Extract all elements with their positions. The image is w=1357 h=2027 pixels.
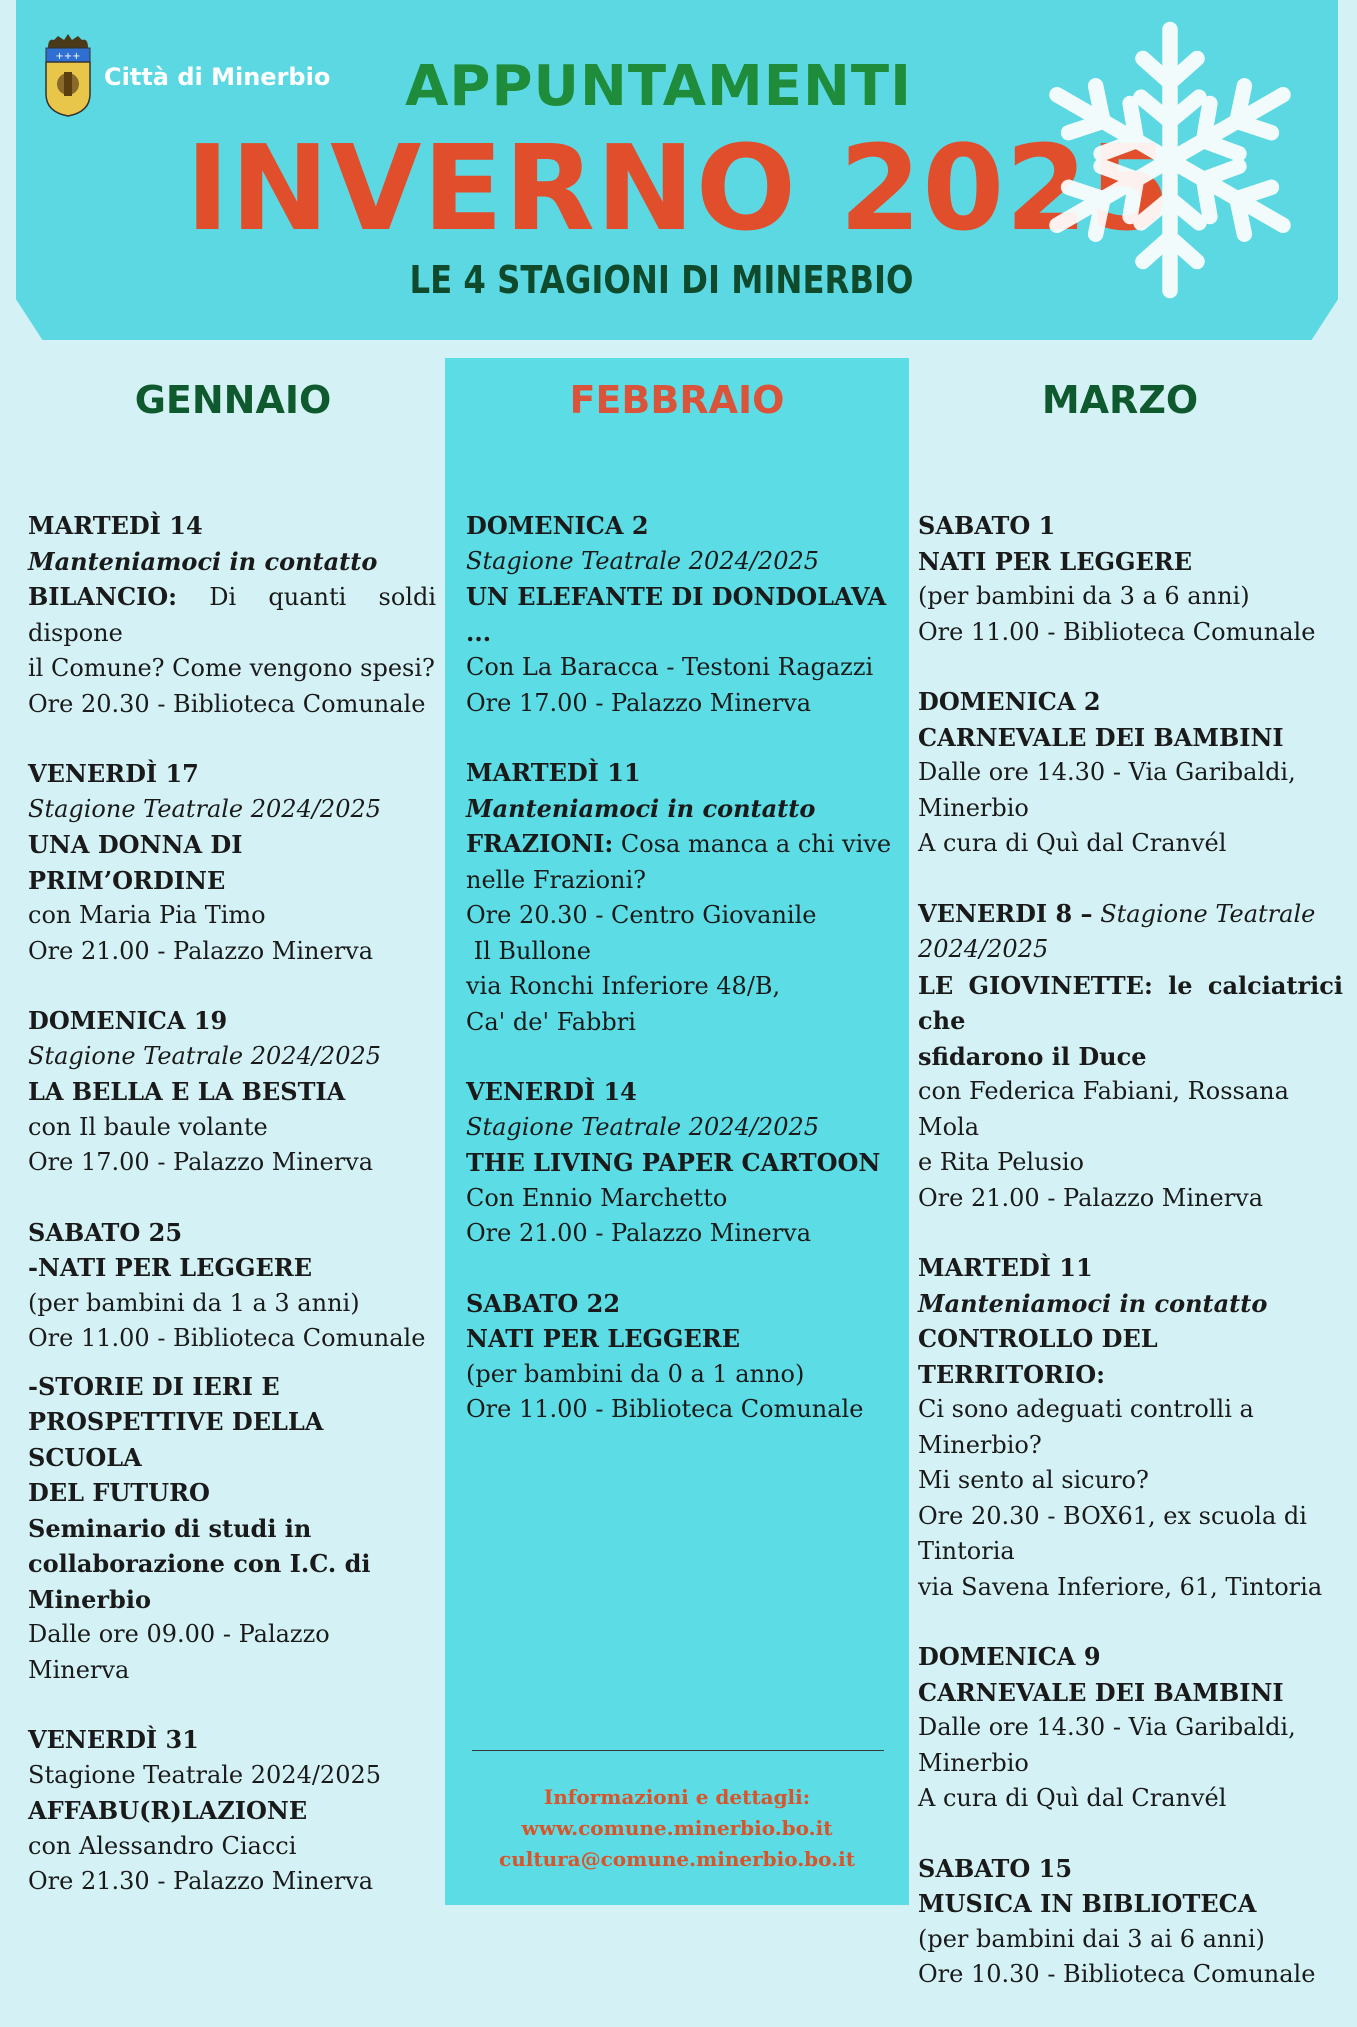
event-description: Minerbio [28,1584,151,1614]
event-time-place: Ore 20.30 - BOX61, ex scuola di [918,1501,1307,1530]
event-title: NATI PER LEGGERE [918,546,1193,576]
event-item [466,1286,896,1428]
event-item [466,508,896,721]
event-series: Stagione Teatrale [1100,899,1316,928]
event-date: VENERDI 8 – [918,898,1093,928]
event-time-place: Ore 21.00 - Palazzo Minerva [918,1183,1264,1212]
event-question: Di quanti soldi dispone [28,583,436,647]
event-date: VENERDÌ 31 [28,1725,199,1754]
event-description: Seminario di studi in [28,1513,312,1543]
event-title: LA BELLA E LA BESTIA [28,1077,346,1106]
column-gennaio [28,508,436,1934]
event-description [466,826,896,863]
event-series: Manteniamoci in contatto [918,1288,1268,1318]
event-date: MARTEDÌ 11 [466,758,641,787]
event-time-place: Ore 21.30 - Palazzo Minerva [28,1867,374,1895]
event-organizer: A cura di Quì dal Cranvél [918,1784,1227,1812]
event-time-place: Ore 11.00 - Biblioteca Comunale [466,1395,864,1423]
event-time-place: Ore 17.00 - Palazzo Minerva [466,688,812,717]
event-topic: CONTROLLO DEL TERRITORIO: [918,1324,1158,1389]
event-date: MARTEDÌ 11 [918,1253,1093,1282]
event-date: SABATO 15 [918,1853,1073,1883]
event-time-place: Ore 10.30 - Biblioteca Comunale [918,1960,1316,1988]
event-date: DOMENICA 2 [918,687,1101,716]
event-note: (per bambini da 3 a 6 anni) [918,582,1250,610]
event-item [28,508,436,722]
event-series: Stagione Teatrale 2024/2025 [28,1041,382,1070]
event-question: Minerbio? [918,1430,1042,1459]
event-item [918,508,1343,650]
event-item [28,1003,436,1181]
city-name: Città di Minerbio [104,63,331,91]
event-item [918,896,1343,1217]
event-organizer: A cura di Quì dal Cranvél [918,829,1227,857]
event-address: via Savena Inferiore, 61, Tintoria [918,1572,1323,1601]
event-date: VENERDÌ 14 [466,1077,637,1106]
event-time-place: Dalle ore 14.30 - Via Garibaldi, [918,1713,1296,1741]
event-date: VENERDÌ 17 [28,759,199,788]
event-title: UNA DONNA DI PRIM’ORDINE [28,830,243,895]
event-question-cont: nelle Frazioni? [466,865,647,894]
event-time-place: Minerbio [918,793,1029,822]
event-series: Stagione Teatrale 2024/2025 [28,794,382,823]
event-title: sfidarono il Duce [918,1041,1147,1071]
info-email-link[interactable]: cultura@comune.minerbio.bo.it [499,1847,855,1871]
event-item [918,1250,1343,1605]
event-item [28,1369,436,1689]
event-title: -NATI PER LEGGERE [28,1253,312,1282]
event-title: CARNEVALE DEI BAMBINI [918,1677,1284,1707]
svg-text:+++: +++ [55,51,81,62]
event-time-place: Ore 20.30 - Biblioteca Comunale [28,689,426,718]
event-title: AFFABU(R)LAZIONE [28,1796,308,1825]
event-series: Stagione Teatrale 2024/2025 [466,546,820,575]
event-performer: con Il baule volante [28,1112,268,1141]
title-appuntamenti: APPUNTAMENTI [405,54,912,119]
event-date: DOMENICA 19 [28,1006,228,1035]
event-place: Il Bullone [466,936,591,965]
event-time-place: Ore 11.00 - Biblioteca Comunale [918,617,1316,646]
info-website-link[interactable]: www.comune.minerbio.bo.it [521,1816,833,1840]
event-address: Ca' de' Fabbri [466,1007,636,1036]
event-time-place: Ore 21.00 - Palazzo Minerva [466,1219,812,1247]
event-series: Manteniamoci in contatto [466,793,816,823]
event-performer: Con La Baracca - Testoni Ragazzi [466,653,874,681]
event-question: Ci sono adeguati controlli a [918,1395,1254,1423]
event-title: MUSICA IN BIBLIOTECA [918,1889,1257,1918]
event-time-place: Minerbio [918,1748,1029,1777]
month-heading-febbraio: FEBBRAIO [569,378,785,422]
column-febbraio [466,508,896,1462]
event-title: -STORIE DI IERI E [28,1371,280,1401]
event-title: LE GIOVINETTE: le calciatrici che [918,970,1343,1035]
event-date: SABATO 25 [28,1217,183,1247]
event-time-place: Dalle ore 14.30 - Via Garibaldi, [918,758,1296,786]
event-item [28,1722,436,1900]
event-date: DOMENICA 9 [918,1642,1101,1671]
event-date: SABATO 1 [918,511,1056,540]
event-item [918,684,1343,862]
event-note: (per bambini da 0 a 1 anno) [466,1359,805,1388]
event-time-place: Ore 20.30 - Centro Giovanile [466,901,817,929]
event-performer: Con Ennio Marchetto [466,1183,728,1212]
event-performer: con Maria Pia Timo [28,901,266,929]
event-item [918,1639,1343,1817]
event-title: DEL FUTURO [28,1478,210,1507]
subtitle-stagioni: LE 4 STAGIONI DI MINERBIO [409,258,914,302]
event-performer: con Alessandro Ciacci [28,1831,297,1860]
info-label: Informazioni e dettagli: [543,1785,811,1809]
event-item [466,755,896,1040]
event-topic: BILANCIO: [28,582,178,611]
event-time-place: Tintoria [918,1537,1015,1565]
column-marzo [918,508,1343,2027]
event-performer: e Rita Pelusio [918,1148,1085,1176]
event-time-place: Ore 21.00 - Palazzo Minerva [28,936,374,965]
event-title: CARNEVALE DEI BAMBINI [918,722,1284,752]
event-question: Cosa manca a chi vive [620,830,892,858]
event-title: UN ELEFANTE DI DONDOLAVA ... [466,582,887,647]
event-date: DOMENICA 2 [466,511,649,540]
event-item [466,1074,896,1252]
info-divider [472,1750,884,1751]
event-title: NATI PER LEGGERE [466,1324,741,1353]
event-item [28,756,436,969]
event-date: SABATO 22 [466,1288,621,1318]
info-box [445,1782,909,1875]
title-inverno: INVERNO 2025 [185,119,1172,257]
event-title: THE LIVING PAPER CARTOON [466,1148,881,1177]
event-series: Manteniamoci in contatto [28,546,378,576]
event-title: PROSPETTIVE DELLA SCUOLA [28,1407,324,1472]
month-heading-gennaio: GENNAIO [134,378,332,422]
event-date-line [918,896,1343,933]
event-item [28,1215,436,1357]
event-time-place: Ore 17.00 - Palazzo Minerva [28,1148,374,1176]
event-time-place: Ore 11.00 - Biblioteca Comunale [28,1324,426,1352]
event-address: via Ronchi Inferiore 48/B, [466,972,781,1000]
event-question: Mi sento al sicuro? [918,1466,1149,1494]
event-time-place: Dalle ore 09.00 - Palazzo Minerva [28,1620,330,1684]
snowflake-icon [1025,10,1315,314]
event-question-cont: il Comune? Come vengono spesi? [28,654,435,682]
event-topic: FRAZIONI: [466,829,614,858]
event-performer: con Federica Fabiani, Rossana Mola [918,1077,1289,1141]
event-description: collaborazione con I.C. di [28,1549,371,1578]
event-series: 2024/2025 [918,935,1049,963]
event-description [28,579,436,651]
event-series: Stagione Teatrale 2024/2025 [28,1760,382,1789]
month-heading-marzo: MARZO [1041,378,1199,422]
event-note: (per bambini dai 3 ai 6 anni) [918,1924,1265,1953]
event-note: (per bambini da 1 a 3 anni) [28,1288,360,1317]
event-date: MARTEDÌ 14 [28,511,203,540]
event-series: Stagione Teatrale 2024/2025 [466,1112,820,1141]
event-item [918,1851,1343,1993]
